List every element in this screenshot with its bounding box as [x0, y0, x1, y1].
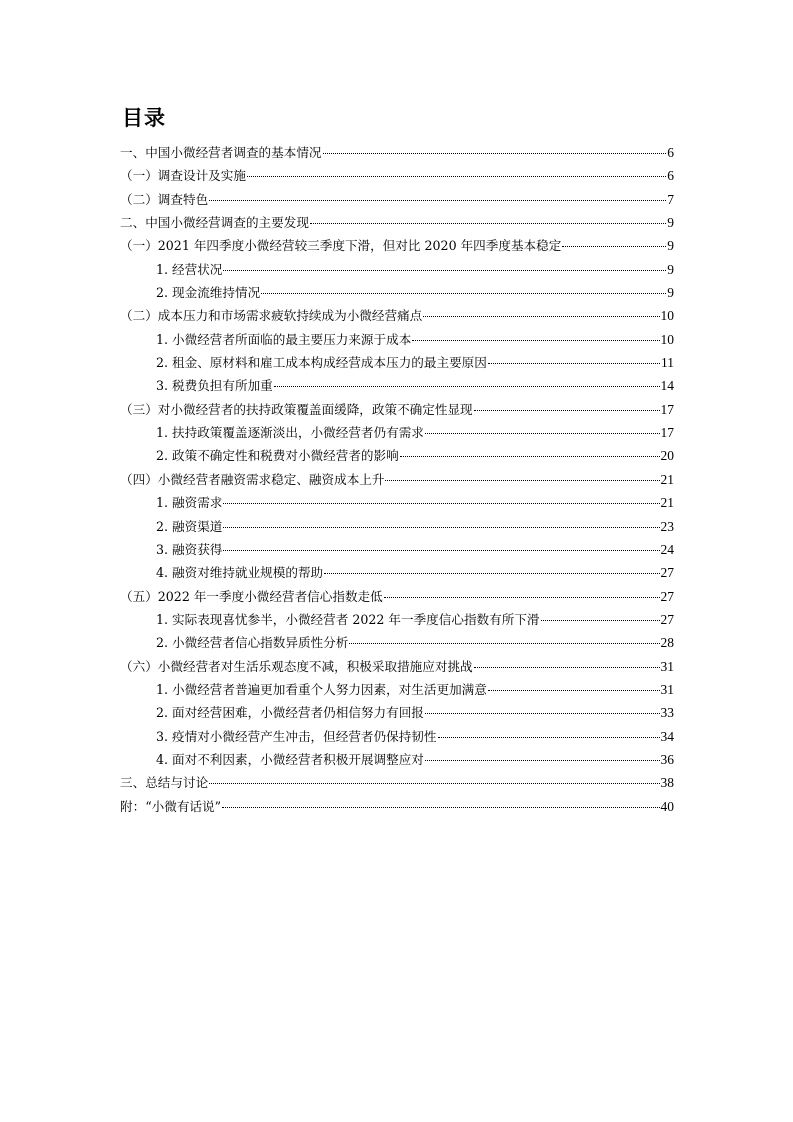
toc-entry-page-number[interactable]: 20	[660, 448, 674, 464]
dot-leader	[423, 315, 659, 317]
toc-entry[interactable]	[120, 421, 674, 444]
toc-entry[interactable]	[120, 211, 674, 234]
toc-entry-title[interactable]: 2. 面对经营困难，小微经营者仍相信努力有回报	[156, 705, 424, 721]
toc-entry-page-number[interactable]: 36	[660, 751, 674, 767]
toc-entry[interactable]	[120, 281, 674, 304]
toc-entry-title[interactable]: （一）2021 年四季度小微经营较三季度下滑，但对比 2020 年四季度基本稳定	[120, 238, 562, 254]
toc-entry[interactable]	[120, 328, 674, 351]
dot-leader	[541, 619, 660, 621]
toc-entry[interactable]	[120, 538, 674, 561]
dot-leader	[349, 642, 659, 644]
dot-leader	[425, 759, 660, 761]
toc-entry[interactable]	[120, 374, 674, 397]
toc-entry-page-number[interactable]: 40	[660, 798, 674, 814]
toc-entry[interactable]	[120, 234, 674, 257]
dot-leader	[223, 549, 659, 551]
dot-leader	[474, 409, 660, 411]
toc-entry-title[interactable]: 1. 融资需求	[156, 495, 223, 511]
dot-leader	[438, 736, 660, 738]
toc-entry-page-number[interactable]: 11	[661, 355, 674, 371]
toc-entry-page-number[interactable]: 7	[667, 191, 674, 207]
toc-entry-page-number[interactable]: 27	[660, 588, 674, 604]
toc-entry-title[interactable]: 2. 租金、原材料和雇工成本构成经营成本压力的最主要原因	[156, 355, 487, 371]
toc-entry-title[interactable]: 2. 小微经营者信心指数异质性分析	[156, 635, 349, 651]
dot-leader	[488, 689, 660, 691]
toc-entry[interactable]	[120, 771, 674, 794]
toc-entry[interactable]	[120, 304, 674, 327]
toc-entry-page-number[interactable]: 34	[660, 728, 674, 744]
toc-entry-page-number[interactable]: 14	[660, 378, 674, 394]
toc-entry-title[interactable]: 三、总结与讨论	[120, 775, 209, 791]
toc-entry-title[interactable]: （四）小微经营者融资需求稳定、融资成本上升	[120, 471, 385, 487]
toc-entry-title[interactable]: 附：“小微有话说”	[120, 798, 222, 814]
toc-entry-title[interactable]: 4. 面对不利因素，小微经营者积极开展调整应对	[156, 751, 424, 767]
toc-entry-title[interactable]: 4. 融资对维持就业规模的帮助	[156, 565, 324, 581]
dot-leader	[222, 806, 659, 808]
dot-leader	[425, 432, 660, 434]
toc-entry-title[interactable]: 一、中国小微经营者调查的基本情况	[120, 145, 322, 160]
toc-entry[interactable]	[120, 608, 674, 631]
dot-leader	[209, 782, 659, 784]
toc-entry[interactable]	[120, 491, 674, 514]
dot-leader	[412, 339, 659, 341]
toc-entry-page-number[interactable]: 38	[660, 775, 674, 791]
dot-leader	[488, 362, 660, 364]
toc-entry-page-number[interactable]: 21	[660, 495, 674, 511]
toc-entry-title[interactable]: （五）2022 年一季度小微经营者信心指数走低	[120, 588, 383, 604]
toc-entry-page-number[interactable]: 17	[660, 425, 674, 441]
dot-leader	[274, 385, 660, 387]
dot-leader	[385, 479, 659, 481]
toc-entry-page-number[interactable]: 27	[660, 611, 674, 627]
toc-entry-page-number[interactable]: 27	[660, 565, 674, 581]
toc-entry[interactable]	[120, 678, 674, 701]
toc-entry[interactable]	[120, 561, 674, 584]
toc-entry[interactable]	[120, 701, 674, 724]
toc-entry-title[interactable]: （二）成本压力和市场需求疲软持续成为小微经营痛点	[120, 308, 423, 324]
dot-leader	[562, 245, 666, 247]
dot-leader	[261, 292, 666, 294]
toc-entry-title[interactable]: 2. 现金流维持情况	[156, 285, 261, 301]
toc-entry-title[interactable]: 3. 融资获得	[156, 541, 223, 557]
toc-entry-page-number[interactable]: 6	[667, 145, 674, 160]
dot-leader	[223, 269, 666, 271]
toc-entry[interactable]	[120, 631, 674, 654]
dot-leader	[384, 596, 660, 598]
toc-entry-title[interactable]: （三）对小微经营者的扶持政策覆盖面缓降，政策不确定性显现	[120, 401, 473, 417]
toc-entry-page-number[interactable]: 31	[660, 681, 674, 697]
toc-entry-title[interactable]: 二、中国小微经营调查的主要发现	[120, 215, 309, 231]
dot-leader	[310, 222, 666, 224]
toc-entry[interactable]	[120, 351, 674, 374]
toc-entry[interactable]	[120, 468, 674, 491]
toc-entry[interactable]	[120, 398, 674, 421]
toc-entry-title[interactable]: 2. 融资渠道	[156, 518, 223, 534]
dot-leader	[400, 455, 660, 457]
dot-leader	[425, 712, 660, 714]
toc-entry[interactable]	[120, 748, 674, 771]
toc-entry-title[interactable]: 2. 政策不确定性和税费对小微经营者的影响	[156, 448, 399, 464]
toc-entry-page-number[interactable]: 9	[667, 285, 674, 301]
toc-entry-title[interactable]: 1. 小微经营者普遍更加看重个人努力因素，对生活更加满意	[156, 681, 487, 697]
toc-entry-page-number[interactable]: 9	[667, 215, 674, 231]
toc-entry[interactable]	[120, 585, 674, 608]
toc-entry[interactable]	[120, 655, 674, 678]
toc-entry-title[interactable]: 3. 税费负担有所加重	[156, 378, 273, 394]
toc-entry[interactable]	[120, 164, 674, 187]
toc-entry[interactable]	[120, 141, 674, 164]
toc-entry-title[interactable]: （一）调查设计及实施	[120, 168, 246, 184]
dot-leader	[247, 175, 666, 177]
toc-entry-page-number[interactable]: 31	[660, 658, 674, 674]
dot-leader	[209, 199, 666, 201]
toc-entry-title[interactable]: 1. 小微经营者所面临的最主要压力来源于成本	[156, 331, 412, 347]
toc-list	[120, 141, 674, 818]
toc-entry-title[interactable]: 1. 经营状况	[156, 261, 223, 277]
toc-entry[interactable]	[120, 188, 674, 211]
toc-entry-page-number[interactable]: 28	[660, 635, 674, 651]
toc-entry-page-number[interactable]: 17	[660, 401, 674, 417]
toc-entry-title[interactable]: （二）调查特色	[120, 191, 209, 207]
toc-entry[interactable]	[120, 258, 674, 281]
dot-leader	[324, 572, 659, 574]
toc-entry-title[interactable]: 1. 实际表现喜忧参半，小微经营者 2022 年一季度信心指数有所下滑	[156, 611, 540, 627]
toc-entry-title[interactable]: （六）小微经营者对生活乐观态度不减，积极采取措施应对挑战	[120, 658, 473, 674]
dot-leader	[223, 502, 659, 504]
dot-leader	[474, 666, 660, 668]
dot-leader	[223, 526, 659, 528]
toc-entry[interactable]	[120, 725, 674, 748]
toc-entry-page-number[interactable]: 24	[660, 541, 674, 557]
toc-entry-title[interactable]: 3. 疫情对小微经营产生冲击，但经营者仍保持韧性	[156, 728, 437, 744]
toc-entry[interactable]	[120, 444, 674, 467]
toc-entry-page-number[interactable]: 21	[660, 471, 674, 487]
toc-entry-page-number[interactable]: 23	[660, 518, 674, 534]
toc-entry-page-number[interactable]: 9	[667, 238, 674, 254]
toc-entry-page-number[interactable]: 9	[667, 261, 674, 277]
toc-entry-title[interactable]: 1. 扶持政策覆盖逐渐淡出，小微经营者仍有需求	[156, 425, 424, 441]
toc-entry[interactable]	[120, 515, 674, 538]
toc-entry-page-number[interactable]: 33	[660, 705, 674, 721]
toc-entry-page-number[interactable]: 10	[660, 331, 674, 347]
toc-title: 目录	[122, 106, 166, 130]
toc-entry-page-number[interactable]: 6	[667, 168, 674, 184]
toc-entry-page-number[interactable]: 10	[660, 308, 674, 324]
toc-entry[interactable]	[120, 795, 674, 818]
dot-leader	[323, 152, 667, 154]
